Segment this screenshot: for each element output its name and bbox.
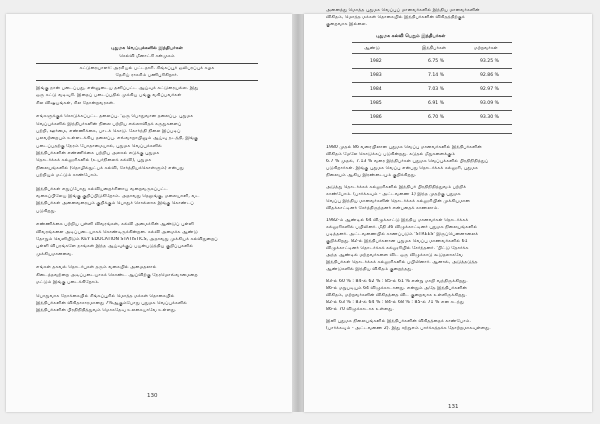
table-rule <box>352 42 512 43</box>
table-cell: 92.97 % <box>480 87 499 92</box>
table-rule <box>352 53 512 54</box>
page-number: 131 <box>448 404 459 410</box>
table-header-cell: இந்திபர்கள் <box>422 46 447 51</box>
paragraph-line: முக்கியமானவை. <box>36 251 73 257</box>
paragraph-line: (பார்க்கவும் - அட்டவணை 2). இது சற்றுஎம் பார்க்கத்தக்க தோற்றமாகவுள்ளது. <box>326 326 491 331</box>
table-rule <box>352 68 512 69</box>
table-rule <box>352 96 512 97</box>
page-number: 130 <box>147 393 158 399</box>
paragraph-line: இந்திபர்கள் தொடர்க்கக் கல்லூரிகளில் பயிலினார். ஆனால், அடுத்தடுத்த <box>326 260 478 265</box>
paragraph-line: விவரங்களை அடிப்படையாகக் கொண்டிருக்கின்றன. கல்வி அமைச்சு ஆண்டு <box>36 229 198 235</box>
paragraph-line: இந்திபர்கள் எதுப்போது கல்வியறைச்சினாய வறைவருகப்பட்ட <box>36 186 169 192</box>
article-title: புதுமக வெப்புக்களில் இந்திபர்கள் <box>111 46 183 51</box>
table-cell: 7.14 % <box>428 73 445 78</box>
table-cell: 1983 <box>370 73 382 78</box>
book-gutter <box>292 14 304 412</box>
table-cell: 6.75 % <box>428 59 445 64</box>
article-author: செல்வி மீனாட்சி சன்முகம் <box>119 54 175 59</box>
paragraph-line: எங்களுக்குக் கொடுக்கப்பட்ட தலைப்பு. 'ஒரு பொதுவான தலைப்பு. புதுமக <box>36 114 194 120</box>
paragraph-line: படைப்பதற்கு நேரம் போதாமையால், புதுமக வெப்புக்களில் <box>36 143 162 149</box>
table-rule <box>352 124 512 125</box>
paragraph-line: எண்ணிக்கை பற்றிய புள்ளி விவரங்கள், கல்வி அமைச்சின் ஆண்டுப் புள்ளி <box>36 222 194 228</box>
author-note-line: கட்டுரையாளர்: அரசியல் பட்டதாரி. சிங்கப்பூர் ஒலிபரப்புக் கழக <box>79 66 215 71</box>
header-rule-top <box>36 63 258 64</box>
table-cell: 93.30 % <box>480 115 499 120</box>
table-rule <box>352 110 512 111</box>
table-header-cell: மற்றவர்கள் <box>474 46 498 51</box>
paragraph-line: வெப்பு இந்திய மானவர்களின் தொடர்க்கக் கல்லூரியின் முக்கியமான <box>326 199 470 204</box>
paragraph-line: இந்திபர்கள் அனைவரையும் குறிக்கும் பொதுச் சொல்லாக இங்கு கொண்டப் <box>36 201 194 207</box>
paragraph-line: விழுக்காட்டினர் தொடர்க்கக் கல்லூரியில் சேர்ந்தனர். 'பிட்டு தோர்க்க <box>326 246 469 251</box>
paragraph-line: 6.7 % முதல், 7.13 % வரை இந்திபர்கள் புதுமக வெப்புக்களில் பிரதிநிதித்துப் <box>326 159 489 164</box>
table-title: புதுமக கல்வி பெறும் இந்திபர்கள் <box>376 34 446 39</box>
paragraph-line: வகைப்பிலேய இங்கு குறிப்பிடுகிறோம். அதாவது தெலுங்கு, மலையாளி, வட <box>36 193 200 199</box>
paragraph-line: எங்கள் தகவல் தொடர்புகள் தரும் வகையில் அமைதலால் <box>36 265 157 271</box>
table-cell: 93.09 % <box>480 101 499 106</box>
paragraph-line: சில விஷயங்கள், சில தோன்றவரகள். <box>36 100 115 106</box>
intro-line: குறைவாக இல்லை. <box>326 22 368 27</box>
paragraph-line: 83-ல் 60 % : 84-ல் 62 % : 85-ல் 61 % என்று மாறி வந்திருக்கிறது. <box>326 279 468 284</box>
enrolment-table <box>352 33 512 143</box>
paragraph-line: தோறும் வெளியிடும் KEY EDUCATION STATISTICS, அதாவது முக்கியக் கல்விதுறைப் <box>36 236 218 242</box>
paragraph-line: இந்திபர்களின் விகிதாசாரமானது 7%ஆகும்போது புதுமக வெப்புக்களில் <box>36 301 187 306</box>
paragraph-line: இனி புதுமக நிலையங்களில் இந்திபர்களின் விகிதத்தைக் காண்போம். <box>326 319 472 324</box>
paragraph-line: பொதுவாக நோக்கையில் சிங்கப்பூரில் மொத்த மக்கள் தொகையில் <box>36 293 175 299</box>
paragraph-line: பற்றியும் மட்டும் காண்போம். <box>36 172 99 178</box>
paragraph-line: ஒரு கட்டு வடிவுரி. இதைப் படைப்பதில் முக்கிய பங்கு வகிப்பவர்கள் <box>36 93 182 99</box>
table-rule <box>352 133 512 134</box>
paragraph-line: குறிக்கிறது. 82-ல் இந்திபர்களான புதுமக வெப்பு மாணவர்களில் 61 <box>326 239 468 244</box>
paragraph-line: கல்லூரிகளில் பயிலினர். மீதி 36 விழுக்காட்டினர் புதுமக நிலையங்களில் <box>326 225 478 230</box>
table-cell: 6.70 % <box>428 115 445 120</box>
paragraph-line: விதக்காட்டினர் சேர்த்திருந்தனர் என்பதைக் காணலாம். <box>326 206 439 211</box>
table-header-cell: ஆண்டு <box>364 46 380 51</box>
intro-line: அனைத்து மொத்த புதுமக வெப்புப் மானவர்களில் இந்திய மானவர்களின் <box>326 8 480 13</box>
paragraph-line: புள்ளி விபரங்களே நாங்கள் இந்த ஆய்வுக்குப் பயன்படுத்திய குறிப்புகளில் <box>36 244 194 250</box>
paragraph-line: அந்த ஆண்டில் மற்றவர்களை விட ஒரு விழுக்காடு கூடுதலாகவே <box>326 253 463 258</box>
paragraph-line: படுகிறார்கள். இங்கு புதுமக வெப்பு என்பது தொடர்க்கக் கல்லூரி, புதுமக <box>326 166 479 171</box>
intro-line: விகிதம், மொத்த மக்கள் தொகையில் இந்திபர்களின் விகிதத்திற்குக் <box>326 15 465 20</box>
table-rule <box>352 82 512 83</box>
paragraph-line: விகிதம் மேலே கொடுக்கப் படுகின்றது. சுடுதல் மீதுகளைக்கும் <box>326 152 456 157</box>
paragraph-line: நிலையம் ஆகிய இரண்டையும் குறிக்கிறது. <box>326 173 417 178</box>
paragraph-line: படுகிறது. <box>36 208 57 214</box>
paragraph-line: இந்திபர்களின் எண்ணிக்கை பற்றிய அலசல் எடுக்கு புதுமக <box>36 150 160 156</box>
table-cell: 1985 <box>370 101 382 106</box>
table-cell: 92.86 % <box>480 73 499 78</box>
table-cell: 6.91 % <box>428 101 445 106</box>
paragraph-line: 86-ல் மறுபடியும் 64 விழுக்காடானது. என்றும் அதே இந்திபர்களின் <box>326 286 467 291</box>
paragraph-line: காண்போம். (பார்க்கவும் - அட்டவணை 1) இந்த முதற்கு புதுமக <box>326 192 461 197</box>
paragraph-line: அடுத்து தொடர்க்கக் கல்லூரிகளில் இந்திபர் பிரதிநிதித்துவம் பற்றிக் <box>326 185 467 190</box>
paragraph-line: இங்கு நான் படைப்பது, என்னுடைய தனிப்பட்ட ஆய்வுக் கட்டுரையல்ல. இது <box>36 86 199 91</box>
table-cell: 93.25 % <box>480 59 499 64</box>
paragraph-line: இந்திபர்களின் பிரதிநிதித்துவம் மொகதேவு உலகையாவே உள்ளது. <box>36 308 177 314</box>
paragraph-line: 82-ல் 63 % : 83-ல் 64 % : 84-ல் 68 % : 85-ல் 71 % என சடந்து <box>326 300 464 305</box>
paragraph-line: பலவற்றைபும் உள்ளடக்கிய தலைப்பு. எவ்வாறாயினும் ஆய்வு நடத்தி, இங்கு <box>36 136 199 142</box>
paragraph-line: 1982-ம் ஆண்டில் 64 விழுக்காட்டு இந்திய மானவர்கள் தொடர்க்கக் <box>326 218 469 223</box>
table-cell: 1984 <box>370 87 382 92</box>
paragraph-line: நிலையங்களில் (தொழில்நுட்பக் கல்வி, சேர்த்தியக்கொள்ளும்) என்பது <box>36 165 184 171</box>
paragraph-line: கிடைத்தவற்றை அடிப்படையாகக் கொண்ட ஆய்விற்கு நேரமொவ்வாமைறை <box>36 272 198 278</box>
table-cell: 7.03 % <box>428 87 445 92</box>
paragraph-line: தொடர்க்கக் கல்லூரிகளில் (உயர்நிலைக் கல்வி), புதுமக <box>36 158 152 164</box>
paragraph-line: மட்டும் இங்கு படைக்கிறோம். <box>36 279 100 285</box>
table-cell: 1986 <box>370 115 382 120</box>
paragraph-line: படித்தனர். அட்டவணையில் காணப்படும் 'STREES' இருப்பெனனாலைக் <box>326 232 479 237</box>
paragraph-line: வெப்புக்களில் இந்திபர்களின் நிலை பற்றிய எல்லாவிதக் கருதுகளைப் <box>36 121 182 127</box>
author-note-line: தேசிய் ராகசிம் பணிபுரிகிறார். <box>115 73 179 78</box>
paragraph-line: பற்றி, ஊர்மை, எண்ணிக்கை, பாடக் கொடு. கோர்ந்தி நிலை இப்படிப் <box>36 129 181 134</box>
header-rule-bottom <box>36 80 258 81</box>
table-cell: 1982 <box>370 59 382 64</box>
paragraph-line: 86-ல் 70 விழுக்காடாக உள்ளது. <box>326 307 394 312</box>
paragraph-line: ஆண்டுகளில் இந்திய விகிதம் குறைந்தது. <box>326 267 413 272</box>
paragraph-line: விகிதம், மற்றவர்களின் விகிதத்தை விட குறைவாக உள்ளிருக்கிறது. <box>326 293 467 298</box>
paragraph-line: 1980 முதல் 86 வரையிலான புதுமக வெப்பு மானவர்களில் இந்திபர்களின் <box>326 145 482 150</box>
